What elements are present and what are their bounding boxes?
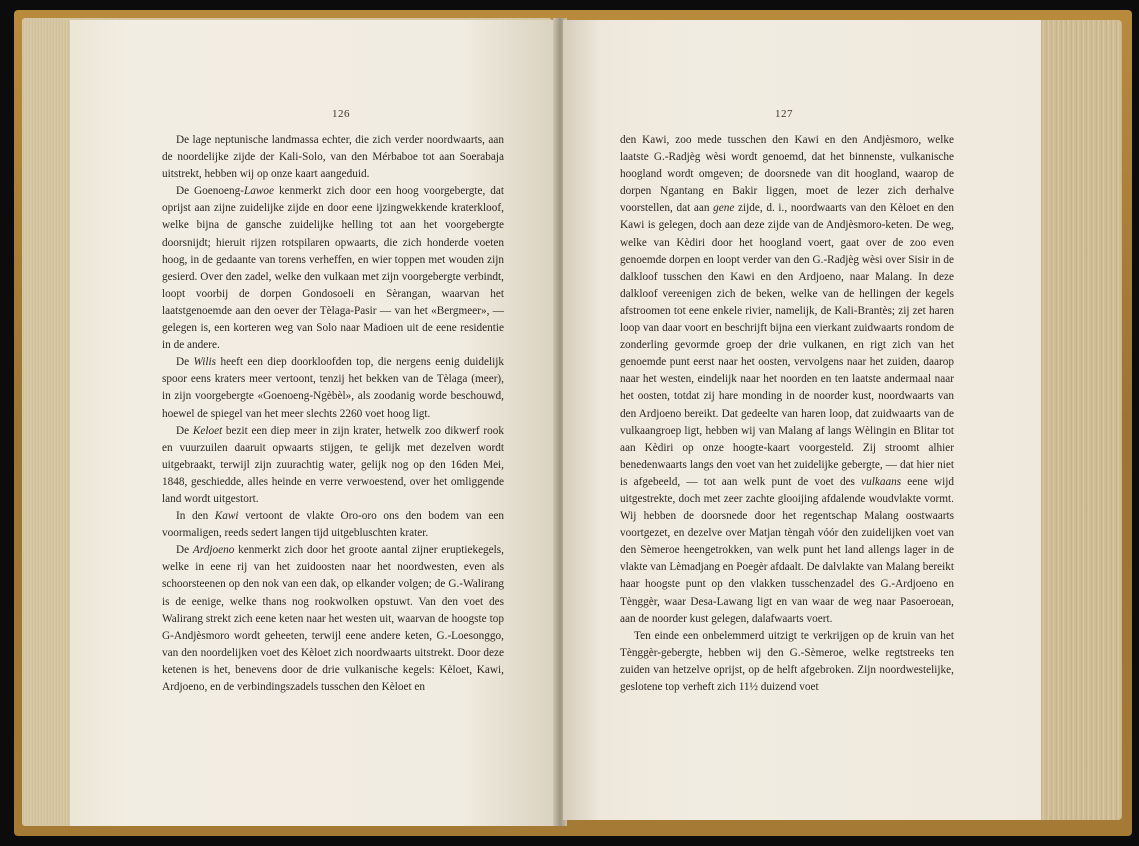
paragraph: In den Kawi vertoont de vlakte Oro-oro ons den bodem van een voormaligen, reeds sedert langen tijd uitgebluschten krater. <box>162 510 504 540</box>
page-number-left: 126 <box>332 108 350 120</box>
page-number-right: 127 <box>775 108 793 120</box>
paragraph: den Kawi, zoo mede tusschen den Kawi en den Andjèsmoro, welke laatste G.-Radjèg wèsi wordt genoemd, dat het binnenste, vulkanische hoogland wordt omgeven; de doorsnede van dit hoogland, waarop de dorpen Ngantang en Bakir liggen, moet de lezer zich derhalve voorstellen, dat aan gene zijde, d. i., noordwaarts van den Kèloet en den Kawi is gelegen, doch aan deze zijde van de Andjèsmoro-keten. De weg, welke van Kèdiri door het hoogland voert, gaat over de zoo even genoemde dorpen en loopt verder van den G.-Radjèg wèsi over Sisir in de dalkloof tusschen den Kawi en den Ardjoeno, naar Malang. In deze dalkloof vereenigen zich de beken, welke van de hellingen der kegels afstroomen tot eene enkele rivier, namelijk, de Kali-Brantès; zij zet haren loop van daar voort en beschrijft bijna een vierkant zuidwaarts rondom de zonderling gevormde groep der drie vulkanen, en rigt zich van het genoemde punt eerst naar het oosten, vervolgens naar het zuiden, daarop naar het westen, eindelijk naar het noorden en ten laatste andermaal naar het oosten, totdat zij hare monding in de noorder kust, noordwaarts van den Ardjoeno bereikt. Dat gedeelte van haren loop, dat zuidwaarts van de vulkaangroep ligt, hebben wij van Malang af langs Wèlingin en Blitar tot aan Kèdiri op onze hoogte-kaart voorgesteld. Zij stroomt alhier benedenwaarts langs den voet van het zuidelijke gebergte, — dat hier niet is afgebeeld, — tot aan welk punt de voet des vulkaans eene wijd uitgestrekte, doch met zeer zachte glooijing afdalende woudvlakte vormt. Wij hebben de doorsnede door het regentschap Malang oostwaarts voortgezet, en dezelve over Matjan tèngah vóór den zuidelijken voet van den Sèmeroe heengetrokken, van welk punt het land allengs lager in de vlakte van Lèmadjang en Poegèr afdaalt. De dalvlakte van Malang bereikt haar hoogste punt op den vlakken tusschenzadel des G.-Ardjoeno en Tènggèr, waar Desa-Lawang ligt en van waar de weg naar Pasoeroean, aan de noorder kust gelegen, dalafwaarts voert. <box>620 134 955 625</box>
right-page <box>563 20 1041 820</box>
page-edges-right <box>1040 20 1122 820</box>
paragraph: De Wilis heeft een diep doorkloofden top, die nergens eenig duidelijk spoor eens kraters meer vertoont, tenzij het bekken van de Tèlaga (meer), in zijn voorgebergte «Goenoeng-Ngèbèl», als zoodanig worde beschouwd, hoewel de spiegel van het meer slechts 2260 voet hoog ligt. <box>162 356 504 420</box>
paragraph: De Ardjoeno kenmerkt zich door het groote aantal zijner eruptiekegels, welke in eene rij van het zuidoosten naar het noordwesten, even als schoorsteenen op den nok van een dak, op elkander volgen; de G.-Walirang is de eenige, welke thans nog rookwolken opstuwt. Van den voet des Walirang strekt zich eene keten naar het westen uit, waarvan de hoogste top G-Andjèsmoro wordt geheeten, terwijl eene andere keten, G.-Loesonggo, van den noordelijken voet des Kèloet zich noordwaarts uitstrekt. Door deze ketenen is het, benevens door de drie vulkanische kegels: Kèloet, Kawi, Ardjoeno, en de verbindingszadels tusschen den Kèloet en <box>162 544 504 693</box>
paragraph: De Goenoeng-Lawoe kenmerkt zich door een hoog voorgebergte, dat oprijst aan zijne zuidelijke zijde en door eene ijzingwekkende kraterkloof, welke bijna de gansche zuidelijke helling tot aan het voorgebergte doorsnijdt; hieruit rijzen rotspilaren opwaarts, die zich honderde voeten hoog, in de gedaante van torens verheffen, en wier toppen met wouden zijn gesierd. Over den zadel, welke den vulkaan met zijn voorgebergte verbindt, loopt voorbij de dorpen Gondosoeli en Sèrangan, waarvan het laatstgenoemde aan den oever der Tèlaga-Pasir — van het «Bergmeer», — gelegen is, een korteren weg van Solo naar Madioen uit de eene residentie in de andere. <box>162 185 504 352</box>
right-page-text <box>620 132 954 696</box>
paragraph: Ten einde een onbelemmerd uitzigt te verkrijgen op de kruin van het Tènggèr-gebergte, hebben wij den G.-Sèmeroe, welke regtstreeks ten zuiden van hetzelve oprijst, op de helft afgebroken. Zijn noordwestelijke, geslotene top verheft zich 11½ duizend voet <box>620 629 954 693</box>
left-page-text <box>162 132 504 696</box>
paragraph: De Keloet bezit een diep meer in zijn krater, hetwelk zoo dikwerf rook en vuurzuilen daaruit opwaarts stijgen, te gelijk met dezelven wordt uitgebraakt, terwijl zijn zuurachtig water, gelijk nog op den 16den Mei, 1848, geschiedde, alles heinde en verre verwoestend, over het omliggende land wordt uitgestort. <box>162 424 504 505</box>
paragraph: De lage neptunische landmassa echter, die zich verder noordwaarts, aan de noordelijke zijde der Kali-Solo, van den Mérbaboe tot aan Soerabaja uitstrekt, hebben wij op onze kaart aangeduid. <box>162 134 504 181</box>
left-page <box>70 20 558 826</box>
